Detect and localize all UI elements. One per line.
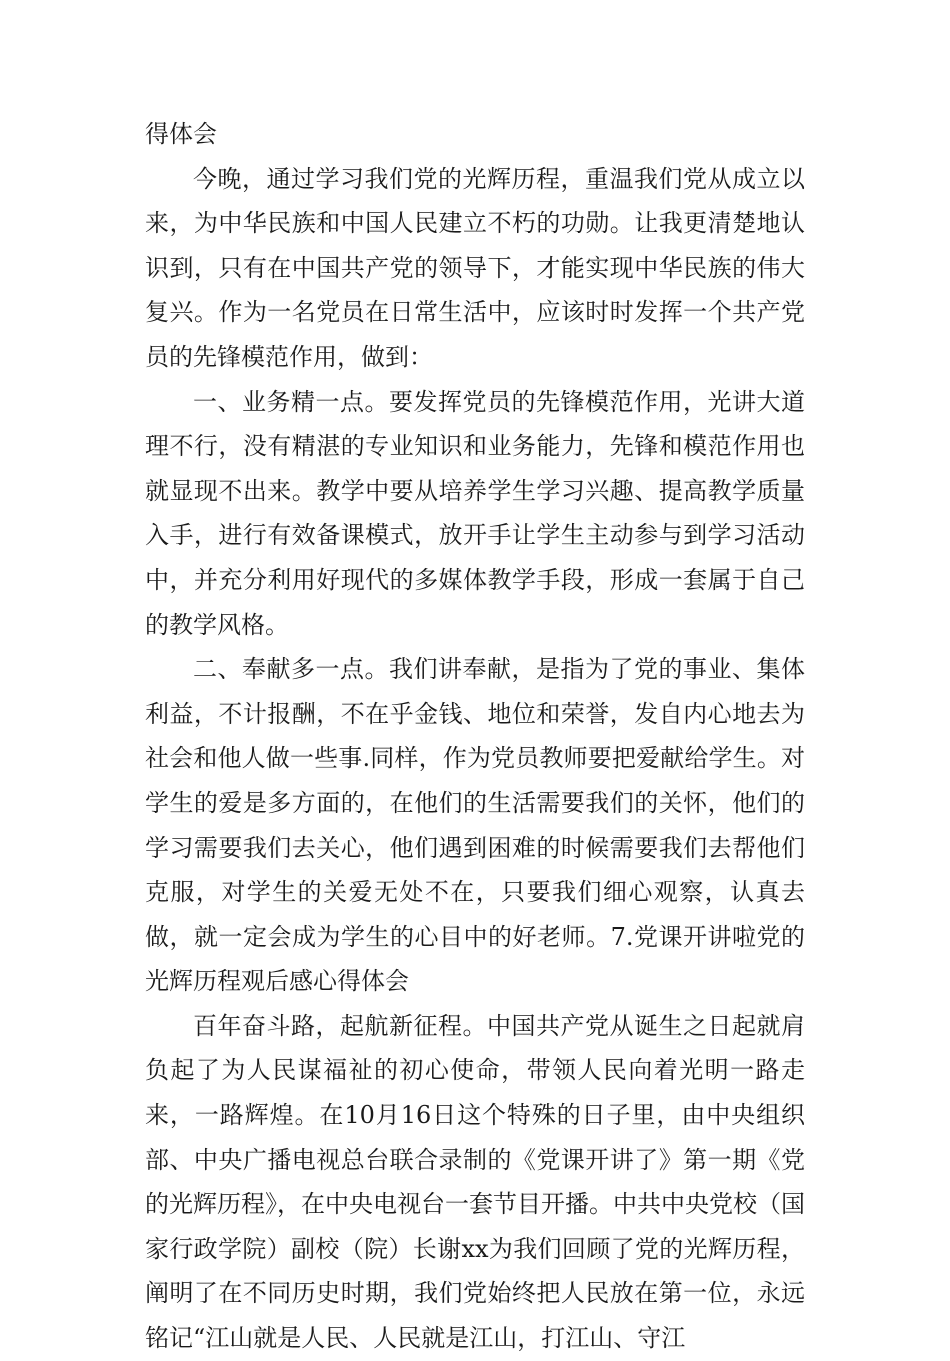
paragraph-centenary: 百年奋斗路，起航新征程。中国共产党从诞生之日起就肩负起了为人民谋福祉的初心使命，带领人民向着光明一路走来，一路辉煌。在10月16日这个特殊的日子里，由中央组织部、中央广播电视总台联合录制的《党课开讲了》第一期《党的光辉历程》，在中央电视台一套节目开播。中共中央党校（国家行政学院）副校（院）长谢xx为我们回顾了党的光辉历程，阐明了在不同历史时期，我们党始终把人民放在第一位，永远铭记“江山就是人民、人民就是江山，打江山、守江 xyxy=(145,1011,805,1353)
paragraph-point-one: 一、业务精一点。要发挥党员的先锋模范作用，光讲大道理不行，没有精湛的专业知识和业务能力，先锋和模范作用也就显现不出来。教学中要从培养学生学习兴趣、提高教学质量入手，进行有效备课模式，放开手让学生主动参与到学习活动中，并充分利用好现代的多媒体教学手段，形成一套属于自己的教学风格。 xyxy=(145,387,805,639)
paragraph-heading-fragment: 得体会 xyxy=(145,120,217,148)
paragraph-intro: 今晚，通过学习我们党的光辉历程，重温我们党从成立以来，为中华民族和中国人民建立不朽的功勋。让我更清楚地认识到，只有在中国共产党的领导下，才能实现中华民族的伟大复兴。作为一名党员在日常生活中，应该时时发挥一个共产党员的先锋模范作用，做到： xyxy=(145,164,805,371)
document-page xyxy=(145,112,805,1361)
paragraph-point-two: 二、奉献多一点。我们讲奉献，是指为了党的事业、集体利益，不计报酬，不在乎金钱、地位和荣誉，发自内心地去为社会和他人做一些事.同样，作为党员教师要把爱献给学生。对学生的爱是多方面的，在他们的生活需要我们的关怀，他们的学习需要我们去关心，他们遇到困难的时候需要我们去帮他们克服，对学生的关爱无处不在，只要我们细心观察，认真去做，就一定会成为学生的心目中的好老师。7.党课开讲啦党的光辉历程观后感心得体会 xyxy=(145,655,805,996)
